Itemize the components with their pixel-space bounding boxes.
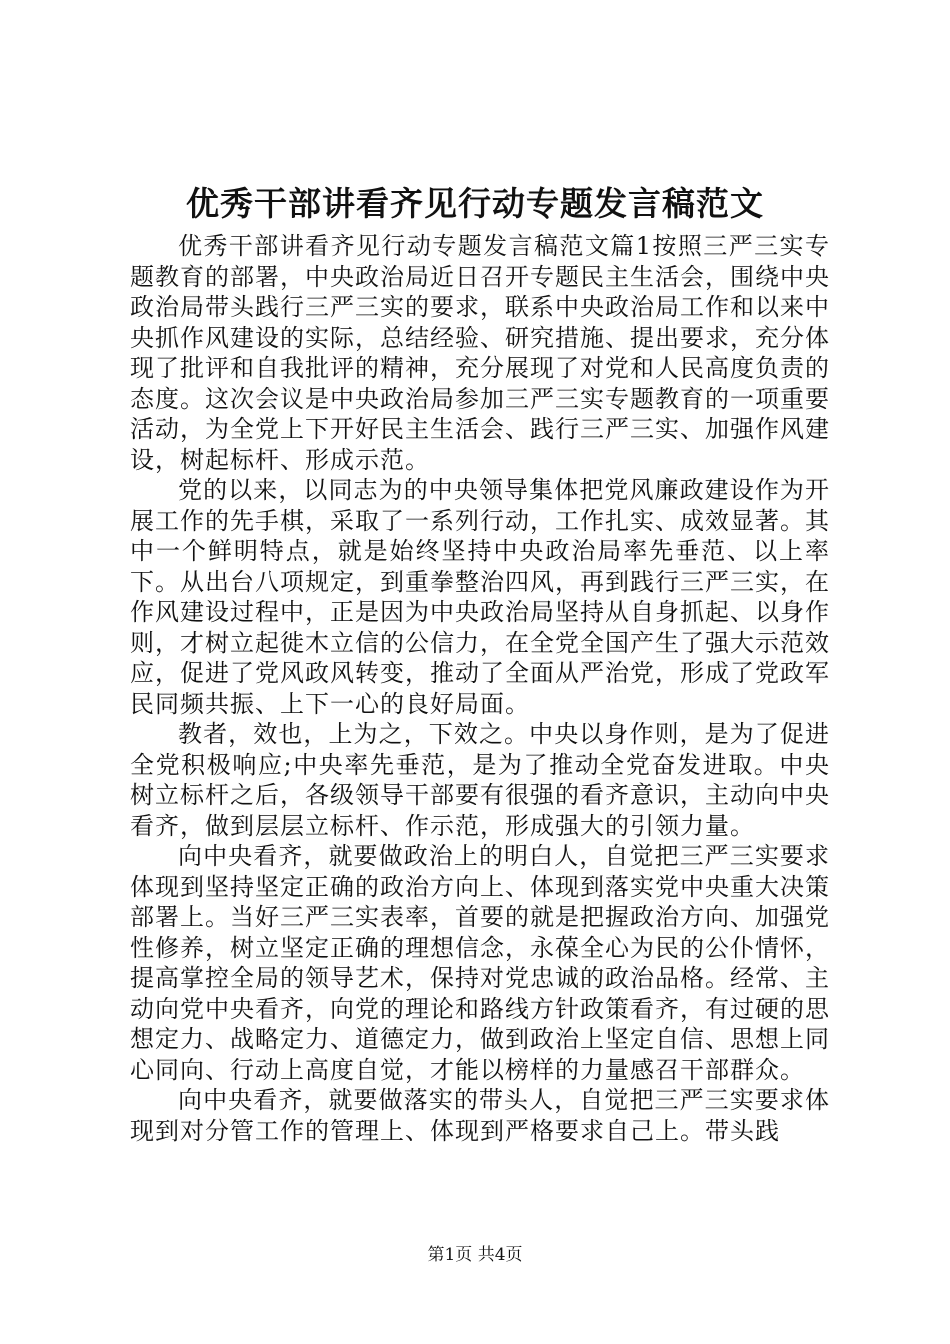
paragraph: 教者，效也，上为之，下效之。中央以身作则，是为了促进全党积极响应;中央率先垂范，是为了推动全党奋发进取。中央树立标杆之后，各级领导干部要有很强的看齐意识，主动向中央看齐，做到层层立标杆、作示范，形成强大的引领力量。 [130,720,830,840]
paragraph: 向中央看齐，就要做落实的带头人，自觉把三严三实要求体现到对分管工作的管理上、体现到严格要求自己上。带头践 [130,1086,830,1145]
page-footer: 第1页 共4页 [427,1245,523,1265]
document-body [130,231,830,1146]
paragraph: 党的以来，以同志为的中央领导集体把党风廉政建设作为开展工作的先手棋，采取了一系列行动，工作扎实、成效显著。其中一个鲜明特点，就是始终坚持中央政治局率先垂范、以上率下。从出台八项规定，到重拳整治四风，再到践行三严三实，在作风建设过程中，正是因为中央政治局坚持从自身抓起、以身作则，才树立起徙木立信的公信力，在全党全国产生了强大示范效应，促进了党风政风转变，推动了全面从严治党，形成了党政军民同频共振、上下一心的良好局面。 [130,476,830,718]
paragraph: 向中央看齐，就要做政治上的明白人，自觉把三严三实要求体现到坚持坚定正确的政治方向上、体现到落实党中央重大决策部署上。当好三严三实表率，首要的就是把握政治方向、加强党性修养，树立坚定正确的理想信念，永葆全心为民的公仆情怀，提高掌控全局的领导艺术，保持对党忠诚的政治品格。经常、主动向党中央看齐，向党的理论和路线方针政策看齐，有过硬的思想定力、战略定力、道德定力，做到政治上坚定自信、思想上同心同向、行动上高度自觉，才能以榜样的力量感召干部群众。 [130,842,830,1084]
paragraph: 优秀干部讲看齐见行动专题发言稿范文篇1按照三严三实专题教育的部署，中央政治局近日召开专题民主生活会，围绕中央政治局带头践行三严三实的要求，联系中央政治局工作和以来中央抓作风建设的实际，总结经验、研究措施、提出要求，充分体现了批评和自我批评的精神，充分展现了对党和人民高度负责的态度。这次会议是中央政治局参加三严三实专题教育的一项重要活动，为全党上下开好民主生活会、践行三严三实、加强作风建设，树起标杆、形成示范。 [130,232,830,474]
document-title: 优秀干部讲看齐见行动专题发言稿范文 [186,184,764,224]
